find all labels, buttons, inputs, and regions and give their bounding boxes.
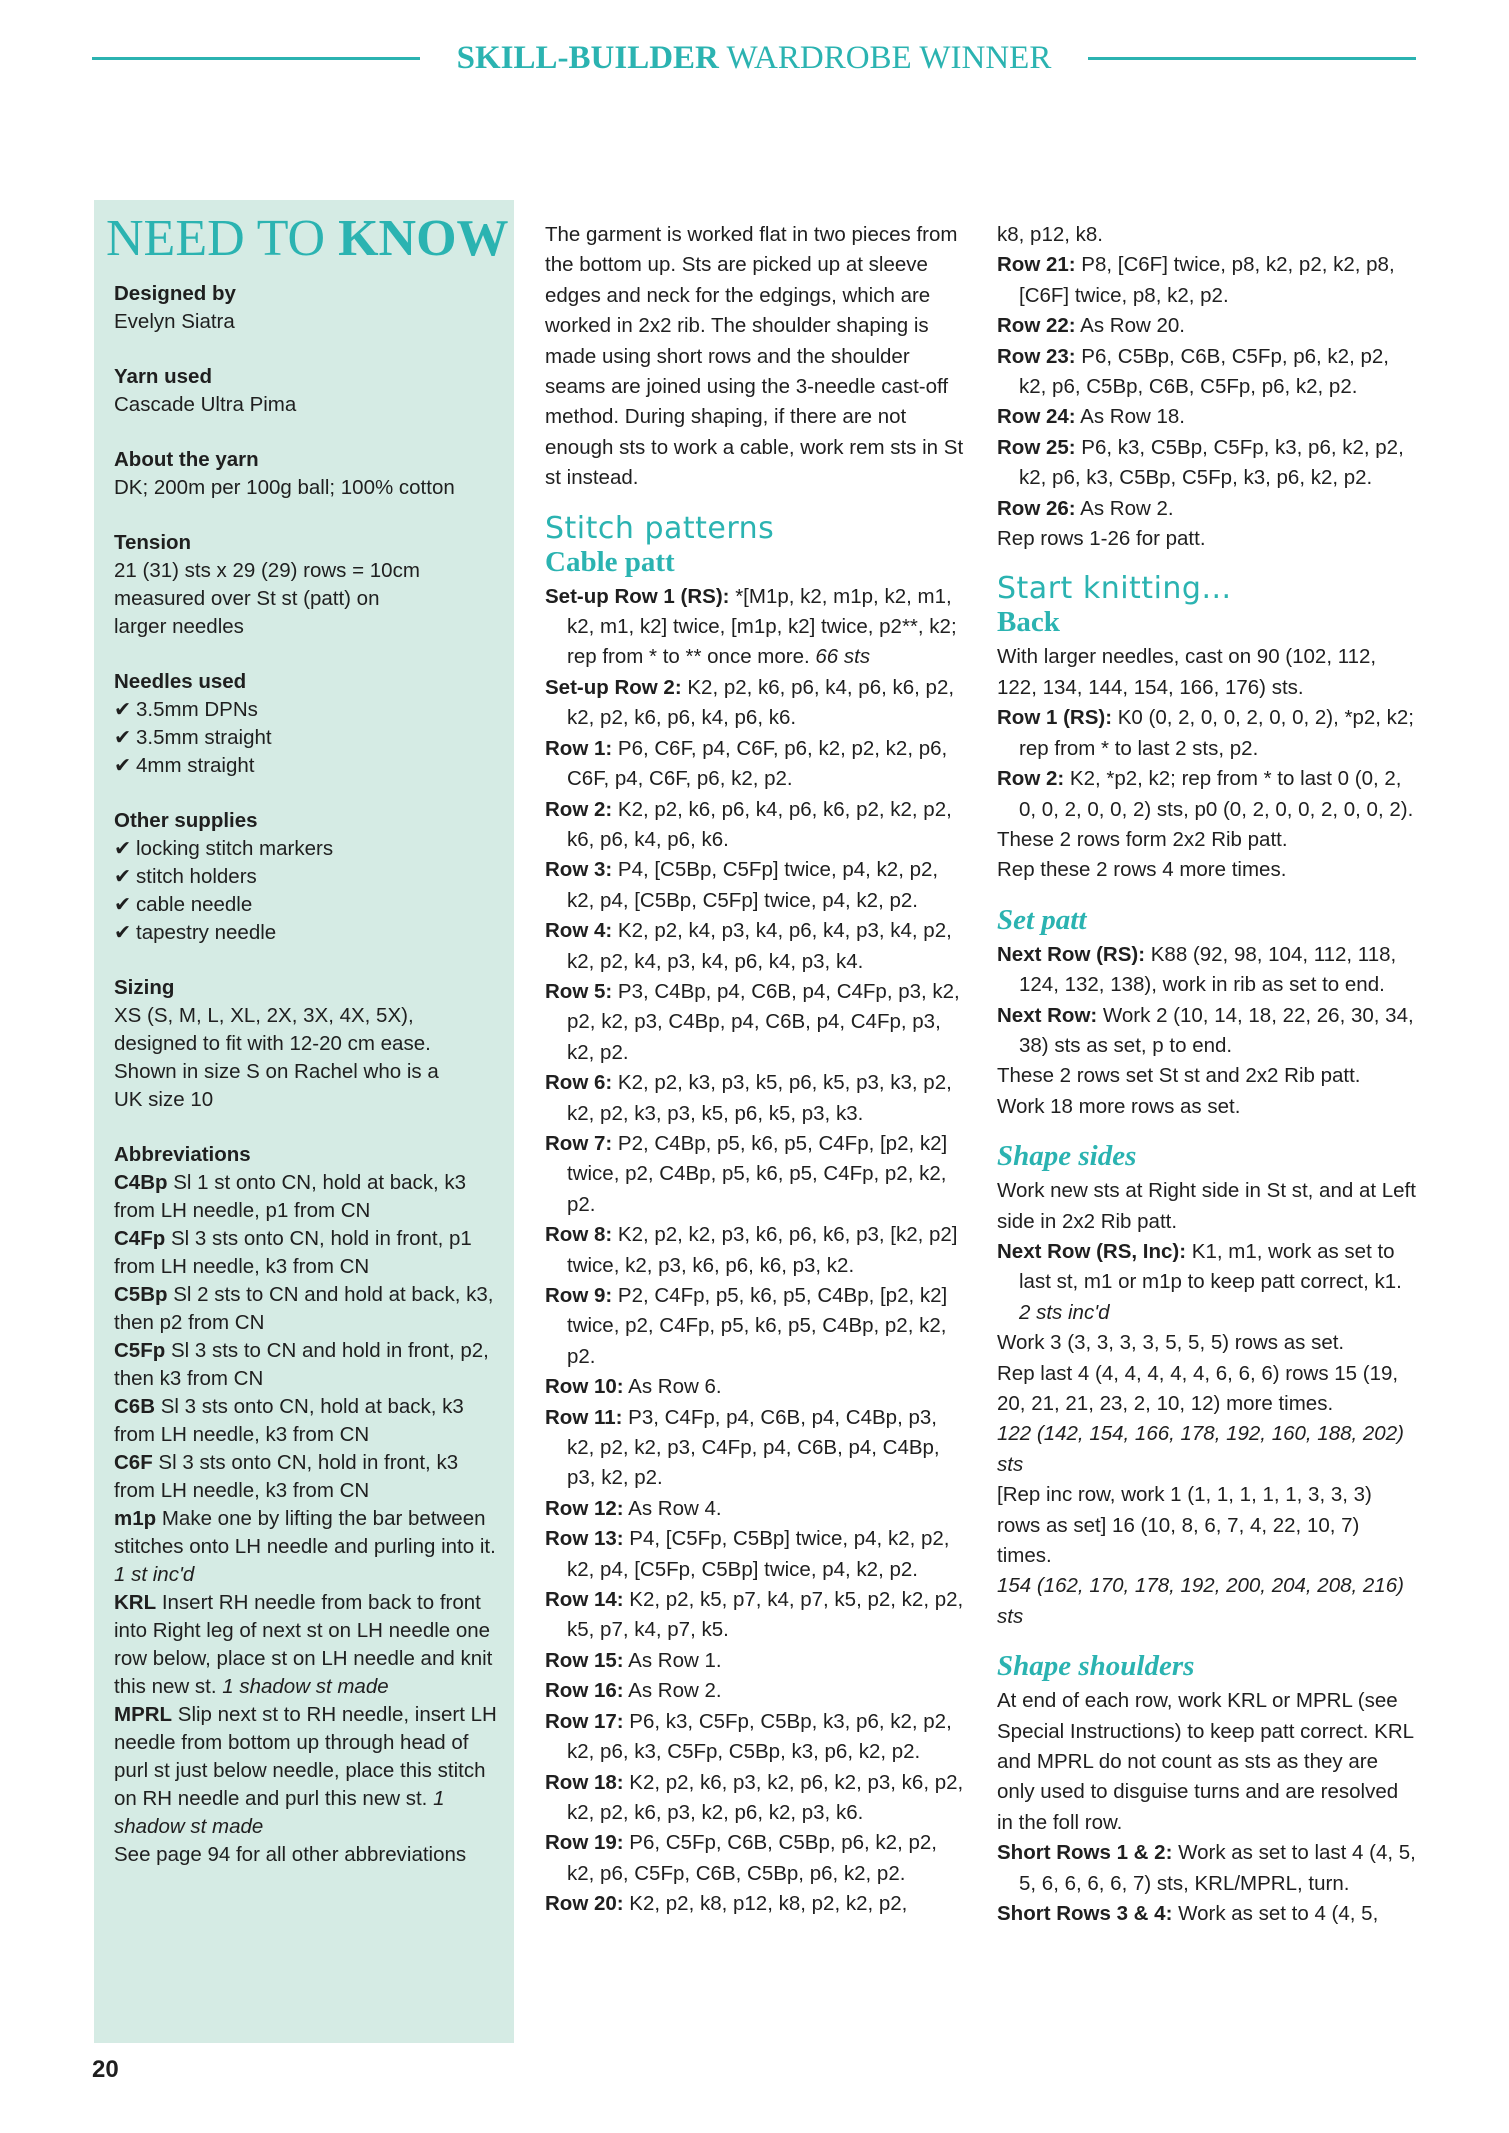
abbreviation-item <box>114 1393 504 1449</box>
check-icon: ✔ <box>114 921 132 944</box>
supply-item-label: tapestry needle <box>136 921 277 944</box>
abbreviation-text: Sl 2 sts to CN and hold at back, k3, then p2 from CN <box>114 1283 494 1334</box>
abbreviation-key: C6B <box>114 1395 156 1418</box>
needle-item-label: 4mm straight <box>136 754 255 777</box>
shape-shoulders-heading: Shape shoulders <box>997 1650 1195 1683</box>
sidebar-title-light: NEED TO <box>106 210 339 267</box>
abbreviation-item <box>114 1589 504 1701</box>
sizing-heading: Sizing <box>114 976 175 999</box>
back-rows <box>997 703 1417 825</box>
pattern-row <box>997 250 1417 311</box>
pattern-row <box>545 855 965 916</box>
needles-section <box>114 668 504 780</box>
row-label: Set-up Row 2: <box>545 675 682 699</box>
shape-shoulders-intro: At end of each row, work KRL or MPRL (see Special Instructions) to keep patt correct. KRL and MPRL do not count as sts as they are only used to disguise turns and are resolved in the foll row. <box>997 1689 1414 1834</box>
supply-item-label: stitch holders <box>136 865 257 888</box>
row-text: As Row 1. <box>623 1648 722 1672</box>
needles-list <box>114 696 504 780</box>
about-yarn-value: DK; 200m per 100g ball; 100% cotton <box>114 476 455 499</box>
shape-sides-stitch-count: 122 (142, 154, 166, 178, 192, 160, 188, 202) sts <box>997 1422 1404 1476</box>
row-label: Row 26: <box>997 496 1076 520</box>
abbreviation-item <box>114 1169 504 1225</box>
abbreviation-text: Sl 1 st onto CN, hold at back, k3 from LH needle, p1 from CN <box>114 1171 467 1222</box>
abbreviation-key: KRL <box>114 1591 157 1614</box>
pattern-row <box>997 764 1417 825</box>
row-label: Row 8: <box>545 1223 613 1247</box>
tension-line: larger needles <box>114 615 244 638</box>
sidebar-title <box>106 210 509 268</box>
abbreviation-note: 1 shadow st made <box>222 1675 389 1698</box>
pattern-row <box>545 1129 965 1220</box>
needle-item-label: 3.5mm DPNs <box>136 698 258 721</box>
about-yarn-heading: About the yarn <box>114 448 259 471</box>
row-text: K88 (92, 98, 104, 112, 118, 124, 132, 138), work in rib as set to end. <box>1019 942 1397 997</box>
pattern-row <box>545 1524 965 1585</box>
check-icon: ✔ <box>114 698 132 721</box>
pattern-row <box>545 734 965 795</box>
yarn-used-heading: Yarn used <box>114 365 212 388</box>
row-text: Work 2 (10, 14, 18, 22, 26, 30, 34, 38) sts as set, p to end. <box>1019 1003 1414 1057</box>
set-patt-rows <box>997 940 1417 1062</box>
row-text: As Row 20. <box>1075 314 1185 338</box>
row-text: As Row 6. <box>623 1375 722 1399</box>
row-text: P4, [C5Bp, C5Fp] twice, p4, k2, p2, k2, p4, [C5Bp, C5Fp] twice, p4, k2, p2. <box>567 858 939 912</box>
pattern-row <box>997 1838 1417 1899</box>
needles-heading: Needles used <box>114 670 247 693</box>
pattern-row <box>545 1768 965 1829</box>
repeat-line: Rep rows 1-26 for patt. <box>997 527 1206 551</box>
row-label: Row 22: <box>997 314 1076 338</box>
row-label: Row 13: <box>545 1527 624 1551</box>
check-icon: ✔ <box>114 754 132 777</box>
pattern-row <box>997 220 1417 250</box>
abbreviation-item <box>114 1505 504 1589</box>
row-text: P6, k3, C5Bp, C5Fp, k3, p6, k2, p2, k2, p6, k3, C5Bp, C5Fp, k3, p6, k2, p2. <box>1019 435 1404 490</box>
row-label: Row 19: <box>545 1831 624 1855</box>
row-label: Next Row: <box>997 1003 1098 1027</box>
row-text: P6, k3, C5Fp, C5Bp, k3, p6, k2, p2, k2, p6, k3, C5Fp, C5Bp, k3, p6, k2, p2. <box>567 1709 952 1764</box>
row-label: Row 9: <box>545 1284 613 1307</box>
row-label: Row 23: <box>997 344 1076 368</box>
set-patt-after-line: Work 18 more rows as set. <box>997 1094 1241 1118</box>
row-text: K2, p2, k4, p3, k4, p6, k4, p3, k4, p2, k2, p2, k4, p3, k4, p6, k4, p3, k4. <box>567 919 952 973</box>
row-label: Row 7: <box>545 1131 613 1155</box>
abbreviation-key: C5Bp <box>114 1283 168 1306</box>
shape-sides-inc-row <box>997 1237 1417 1328</box>
row-label: Row 10: <box>545 1375 624 1399</box>
abbreviation-text: Sl 3 sts onto CN, hold at back, k3 from LH needle, k3 from CN <box>114 1395 464 1446</box>
row-note: 2 sts inc'd <box>1019 1300 1110 1324</box>
row-note: 66 sts <box>815 645 871 669</box>
row-label: Row 11: <box>545 1405 623 1429</box>
row-text: P8, [C6F] twice, p8, k2, p2, k2, p8, [C6F] twice, p8, k2, p2. <box>1019 253 1395 307</box>
shape-sides-paragraph: Rep last 4 (4, 4, 4, 4, 4, 6, 6, 6) rows 15 (19, 20, 21, 21, 23, 2, 10, 12) more times. <box>997 1361 1399 1415</box>
row-text: As Row 4. <box>623 1496 722 1520</box>
row-label: Row 1 (RS): <box>997 706 1113 730</box>
header-title <box>420 36 1088 80</box>
abbreviation-item <box>114 1281 504 1337</box>
sidebar-title-bold: KNOW <box>338 210 509 267</box>
row-text: P6, C6F, p4, C6F, p6, k2, p2, k2, p6, C6F, p4, C6F, p6, k2, p2. <box>567 736 948 791</box>
pattern-row <box>997 433 1417 494</box>
row-text: k8, p12, k8. <box>997 223 1103 246</box>
abbreviation-key: C4Fp <box>114 1227 166 1250</box>
row-text: K2, p2, k6, p6, k4, p6, k6, p2, k2, p2, k6, p6, k4, p6, k6. <box>567 675 955 730</box>
designed-by-value: Evelyn Siatra <box>114 310 235 333</box>
row-text: K2, p2, k2, p3, k6, p6, k6, p3, [k2, p2] twice, k2, p3, k6, p6, k6, p3, k2. <box>567 1223 958 1277</box>
row-label: Row 2: <box>545 797 613 821</box>
abbreviation-item <box>114 1701 504 1841</box>
abbreviation-text: Sl 3 sts onto CN, hold in front, k3 from LH needle, k3 from CN <box>114 1451 459 1502</box>
middle-column <box>545 220 965 1920</box>
shape-sides-intro: Work new sts at Right side in St st, and at Left side in 2x2 Rib patt. <box>997 1179 1416 1233</box>
row-label: Row 14: <box>545 1588 624 1612</box>
row-text: P3, C4Bp, p4, C6B, p4, C4Fp, p3, k2, p2, k2, p3, C4Bp, p4, C6B, p4, C4Fp, p3, k2, p2. <box>567 979 960 1064</box>
row-text: K2, p2, k6, p3, k2, p6, k2, p3, k6, p2, k2, p2, k6, p3, k2, p6, k2, p3, k6. <box>567 1770 964 1824</box>
pattern-row <box>545 1372 965 1402</box>
pattern-row <box>545 1707 965 1768</box>
abbreviation-item <box>114 1449 504 1505</box>
row-text: K2, p2, k5, p7, k4, p7, k5, p2, k2, p2, k5, p7, k4, p7, k5. <box>567 1588 964 1642</box>
row-text: K0 (0, 2, 0, 0, 2, 0, 0, 2), *p2, k2; rep from * to last 2 sts, p2. <box>1019 706 1415 760</box>
page-header <box>0 36 1509 80</box>
supply-item <box>114 891 504 919</box>
header-rule-left <box>92 57 420 60</box>
supply-item-label: cable needle <box>136 893 253 916</box>
row-label: Row 6: <box>545 1071 613 1095</box>
shape-sides-paragraph: Work 3 (3, 3, 3, 3, 5, 5, 5) rows as set. <box>997 1331 1345 1355</box>
need-to-know-sidebar <box>94 200 514 2043</box>
header-title-rest: WARDROBE WINNER <box>718 40 1052 76</box>
sidebar-content <box>106 210 509 1896</box>
row-text: K2, p2, k6, p6, k4, p6, k6, p2, k2, p2, k6, p6, k4, p6, k6. <box>567 797 952 851</box>
pattern-row <box>545 1403 965 1494</box>
back-after-line: These 2 rows form 2x2 Rib patt. <box>997 827 1288 851</box>
pattern-row <box>997 494 1417 524</box>
row-label: Row 24: <box>997 405 1076 429</box>
check-icon: ✔ <box>114 865 132 888</box>
back-cast-on: With larger needles, cast on 90 (102, 112, 122, 134, 144, 154, 166, 176) sts. <box>997 645 1377 699</box>
check-icon: ✔ <box>114 837 132 860</box>
yarn-used-value: Cascade Ultra Pima <box>114 393 297 416</box>
row-text: As Row 2. <box>623 1679 722 1703</box>
row-text: Work as set to last 4 (4, 5, 5, 6, 6, 6, 6, 7) sts, KRL/MPRL, turn. <box>1019 1841 1416 1895</box>
row-text: *[M1p, k2, m1p, k2, m1, k2, m1, k2] twice, [m1p, k2] twice, p2**, k2; rep from * to ** once more. <box>567 584 957 669</box>
row-label: Row 18: <box>545 1770 624 1794</box>
yarn-used-section <box>114 363 504 419</box>
row-text: As Row 18. <box>1075 405 1185 429</box>
pattern-row <box>545 977 965 1068</box>
supplies-list <box>114 835 504 947</box>
back-heading: Back <box>997 606 1060 639</box>
needle-item <box>114 752 504 780</box>
row-label: Short Rows 3 & 4: <box>997 1902 1173 1926</box>
supplies-heading: Other supplies <box>114 809 258 832</box>
abbreviation-item <box>114 1225 504 1281</box>
abbreviations-footer: See page 94 for all other abbreviations <box>114 1843 467 1866</box>
pattern-row <box>997 703 1417 764</box>
check-icon: ✔ <box>114 726 132 749</box>
header-rule-right <box>1088 57 1416 60</box>
shape-sides-stitch-count: 154 (162, 170, 178, 192, 200, 204, 208, 216) sts <box>997 1574 1404 1628</box>
row-label: Row 4: <box>545 919 613 943</box>
supplies-section <box>114 807 504 947</box>
needle-item <box>114 696 504 724</box>
check-icon: ✔ <box>114 893 132 916</box>
abbreviation-text: Make one by lifting the bar between stitches onto LH needle and purling into it. <box>114 1507 496 1558</box>
abbreviation-item <box>114 1337 504 1393</box>
supply-item-label: locking stitch markers <box>136 837 334 860</box>
pattern-row <box>997 311 1417 341</box>
tension-section <box>114 529 504 641</box>
stitch-patterns-heading: Stitch patterns <box>545 510 775 546</box>
row-label: Next Row (RS, Inc): <box>997 1239 1187 1263</box>
pattern-row <box>997 402 1417 432</box>
row-text: K1, m1, work as set to last st, m1 or m1p to keep patt correct, k1. <box>1019 1239 1402 1294</box>
sizing-line: Shown in size S on Rachel who is a <box>114 1060 439 1083</box>
set-patt-heading: Set patt <box>997 903 1087 936</box>
pattern-row <box>545 582 965 673</box>
row-text: Work as set to 4 (4, 5, <box>1172 1902 1379 1926</box>
row-label: Row 17: <box>545 1709 624 1733</box>
pattern-row <box>997 1001 1417 1062</box>
pattern-row <box>545 1646 965 1676</box>
row-text: K2, p2, k3, p3, k5, p6, k5, p3, k3, p2, k2, p2, k3, p3, k5, p6, k5, p3, k3. <box>567 1071 952 1125</box>
pattern-row <box>545 1889 965 1919</box>
designed-by-section <box>114 280 504 336</box>
pattern-row <box>997 1899 1417 1929</box>
pattern-row <box>545 1220 965 1281</box>
row-text: P6, C5Bp, C6B, C5Fp, p6, k2, p2, k2, p6, C5Bp, C6B, C5Fp, p6, k2, p2. <box>1019 344 1389 399</box>
abbreviations-heading: Abbreviations <box>114 1143 251 1166</box>
sizing-section <box>114 974 504 1114</box>
row-label: Row 12: <box>545 1496 624 1520</box>
abbreviation-key: C6F <box>114 1451 153 1474</box>
row-text: P3, C4Fp, p4, C6B, p4, C4Bp, p3, k2, p2, k2, p3, C4Fp, p4, C6B, p4, C4Bp, p3, k2, p2. <box>567 1405 940 1490</box>
header-title-bold: SKILL-BUILDER <box>456 40 719 76</box>
row-label: Row 16: <box>545 1679 624 1703</box>
intro-paragraph: The garment is worked flat in two pieces from the bottom up. Sts are picked up at sleeve edges and neck for the edgings, which are worked in 2x2 rib. The shoulder shaping is made using short rows and the shoulder seams are joined using the 3-needle cast-off method. During shaping, if there are not enough sts to work a cable, work rem sts in St st instead. <box>545 223 964 490</box>
row-text: K2, *p2, k2; rep from * to last 0 (0, 2, 0, 0, 2, 0, 0, 2) sts, p0 (0, 2, 0, 0, 2, 0, 0, 2). <box>1019 767 1414 821</box>
row-label: Short Rows 1 & 2: <box>997 1841 1173 1865</box>
pattern-row <box>545 1068 965 1129</box>
needle-item-label: 3.5mm straight <box>136 726 272 749</box>
abbreviation-text: Insert RH needle from back to front into Right leg of next st on LH needle one row below, place st on LH needle and knit this new st. <box>114 1591 493 1698</box>
shape-shoulders-rows <box>997 1838 1417 1929</box>
cable-patt-rows <box>545 582 965 1920</box>
set-patt-after-line: These 2 rows set St st and 2x2 Rib patt. <box>997 1064 1361 1088</box>
pattern-row <box>997 342 1417 403</box>
needle-item <box>114 724 504 752</box>
sizing-line: XS (S, M, L, XL, 2X, 3X, 4X, 5X), <box>114 1004 414 1027</box>
pattern-row <box>545 1494 965 1524</box>
row-label: Row 21: <box>997 253 1076 277</box>
abbreviations-section <box>114 1141 504 1869</box>
supply-item <box>114 863 504 891</box>
back-after-line: Rep these 2 rows 4 more times. <box>997 858 1287 882</box>
abbreviation-text: Sl 3 sts to CN and hold in front, p2, then k3 from CN <box>114 1339 489 1390</box>
pattern-row <box>545 1676 965 1706</box>
row-text: P2, C4Fp, p5, k6, p5, C4Bp, [p2, k2] twice, p2, C4Fp, p5, k6, p5, C4Bp, p2, k2, p2. <box>567 1284 948 1368</box>
supply-item <box>114 919 504 947</box>
sizing-line: UK size 10 <box>114 1088 214 1111</box>
row-label: Row 25: <box>997 435 1076 459</box>
pattern-row <box>545 1585 965 1646</box>
row-text: P2, C4Bp, p5, k6, p5, C4Fp, [p2, k2] twice, p2, C4Bp, p5, k6, p5, C4Fp, p2, k2, p2. <box>567 1131 948 1216</box>
page-number: 20 <box>92 2056 119 2083</box>
pattern-row <box>545 673 965 734</box>
right-column <box>997 220 1417 1930</box>
designed-by-heading: Designed by <box>114 282 236 305</box>
pattern-row <box>545 795 965 856</box>
pattern-row <box>545 1828 965 1889</box>
row-label: Set-up Row 1 (RS): <box>545 584 730 608</box>
about-yarn-section <box>114 446 504 502</box>
abbreviation-key: C5Fp <box>114 1339 166 1362</box>
tension-line: measured over St st (patt) on <box>114 587 380 610</box>
sizing-line: designed to fit with 12-20 cm ease. <box>114 1032 431 1055</box>
row-label: Row 3: <box>545 858 613 882</box>
abbreviation-text: Slip next st to RH needle, insert LH needle from bottom up through head of purl st just below needle, place this stitch on RH needle and purl this new st. <box>114 1703 497 1810</box>
row-label: Row 15: <box>545 1648 624 1672</box>
shape-sides-paragraph: [Rep inc row, work 1 (1, 1, 1, 1, 1, 3, 3, 3) rows as set] 16 (10, 8, 6, 7, 4, 22, 10, 7) times. <box>997 1483 1372 1568</box>
row-text: As Row 2. <box>1075 496 1174 520</box>
row-label: Row 20: <box>545 1892 624 1916</box>
cable-patt-rows-continued <box>997 220 1417 524</box>
shape-sides-heading: Shape sides <box>997 1140 1137 1173</box>
row-text: P4, [C5Fp, C5Bp] twice, p4, k2, p2, k2, p4, [C5Fp, C5Bp] twice, p4, k2, p2. <box>567 1527 950 1581</box>
pattern-row <box>545 916 965 977</box>
abbreviation-key: C4Bp <box>114 1171 168 1194</box>
abbreviation-text: Sl 3 sts onto CN, hold in front, p1 from LH needle, k3 from CN <box>114 1227 472 1278</box>
row-text: K2, p2, k8, p12, k8, p2, k2, p2, <box>623 1892 908 1916</box>
row-label: Row 5: <box>545 979 613 1003</box>
row-label: Next Row (RS): <box>997 942 1146 966</box>
abbreviation-key: MPRL <box>114 1703 173 1726</box>
cable-patt-heading: Cable patt <box>545 545 675 578</box>
row-text: P6, C5Fp, C6B, C5Bp, p6, k2, p2, k2, p6, C5Fp, C6B, C5Bp, p6, k2, p2. <box>567 1831 937 1885</box>
abbreviation-note: 1 st inc'd <box>114 1563 195 1586</box>
abbreviation-key: m1p <box>114 1507 157 1530</box>
pattern-row <box>997 940 1417 1001</box>
abbreviation-note: 1 shadow st made <box>114 1787 445 1838</box>
row-label: Row 2: <box>997 767 1065 791</box>
supply-item <box>114 835 504 863</box>
row-label: Row 1: <box>545 736 613 760</box>
tension-line: 21 (31) sts x 29 (29) rows = 10cm <box>114 559 420 582</box>
pattern-row <box>545 1281 965 1372</box>
tension-heading: Tension <box>114 531 192 554</box>
start-knitting-heading: Start knitting... <box>997 571 1232 607</box>
